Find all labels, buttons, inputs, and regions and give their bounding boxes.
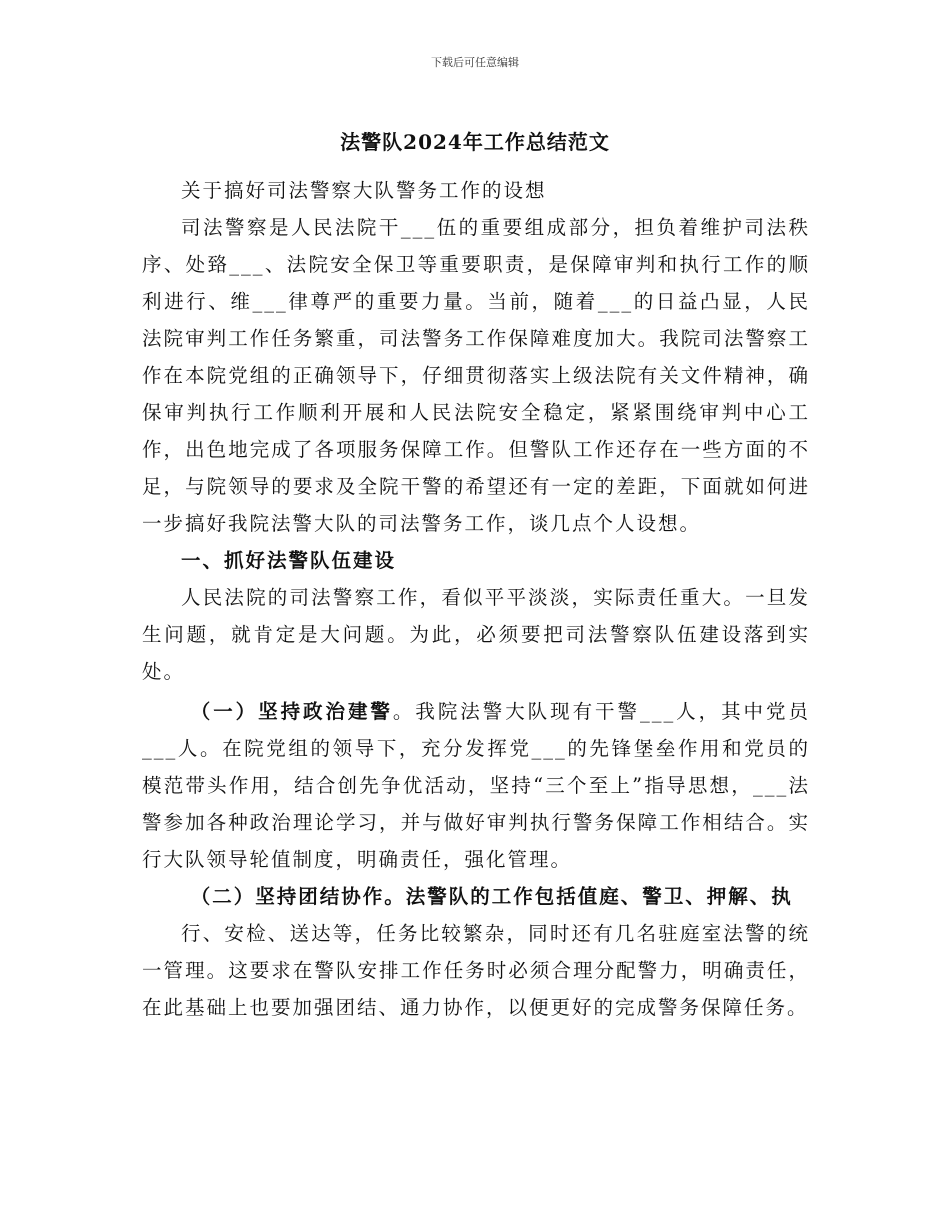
intro-paragraph: 司法警察是人民法院干___伍的重要组成部分，担负着维护司法秩序、处臵___、法院安全保卫等重要职责，是保障审判和执行工作的顺利进行、维___律尊严的重要力量。当前，随着___的日益凸显，人民法院审判工作任务繁重，司法警务工作保障难度加大。我院司法警察工作在本院党组的正确领导下，仔细贯彻落实上级法院有关文件精神，确保审判执行工作顺利开展和人民法院安全稳定，紧紧围绕审判中心工作，出色地完成了各项服务保障工作。但警队工作还存在一些方面的不足，与院领导的要求及全院干警的希望还有一定的差距，下面就如何进一步搞好我院法警大队的司法警务工作，谈几点个人设想。 — [142, 216, 810, 535]
page-header-note: 下载后可任意编辑 — [431, 56, 519, 69]
item-1-paragraph — [142, 693, 810, 878]
item-1-label: （一）坚持政治建警 — [190, 700, 393, 723]
document-subtitle: 关于搞好司法警察大队警务工作的设想 — [181, 179, 547, 202]
document-title: 法警队2024年工作总结范文 — [340, 130, 610, 154]
section-heading-1: 一、抓好法警队伍建设 — [181, 549, 397, 572]
item-2-paragraph: 行、安检、送达等，任务比较繁杂，同时还有几名驻庭室法警的统一管理。这要求在警队安排工作任务时必须合理分配警力，明确责任，在此基础上也要加强团结、通力协作，以便更好的完成警务保障任务。 — [142, 922, 810, 1019]
item-2-heading: （二）坚持团结协作。法警队的工作包括值庭、警卫、押解、执 — [190, 885, 793, 908]
item-1-text: 。我院法警大队现有干警___人，其中党员___人。在院党组的领导下，充分发挥党___的先锋堡垒作用和党员的模范带头作用，结合创先争优活动，坚持“三个至上”指导思想，___法警参加各种政治理论学习，并与做好审判执行警务保障工作相结合。实行大队领导轮值制度，明确责任，强化管理。 — [142, 700, 810, 871]
document-body — [142, 172, 810, 1026]
section-1-paragraph: 人民法院的司法警察工作，看似平平淡淡，实际责任重大。一旦发生问题，就肯定是大问题。为此，必须要把司法警察队伍建设落到实处。 — [142, 586, 810, 683]
